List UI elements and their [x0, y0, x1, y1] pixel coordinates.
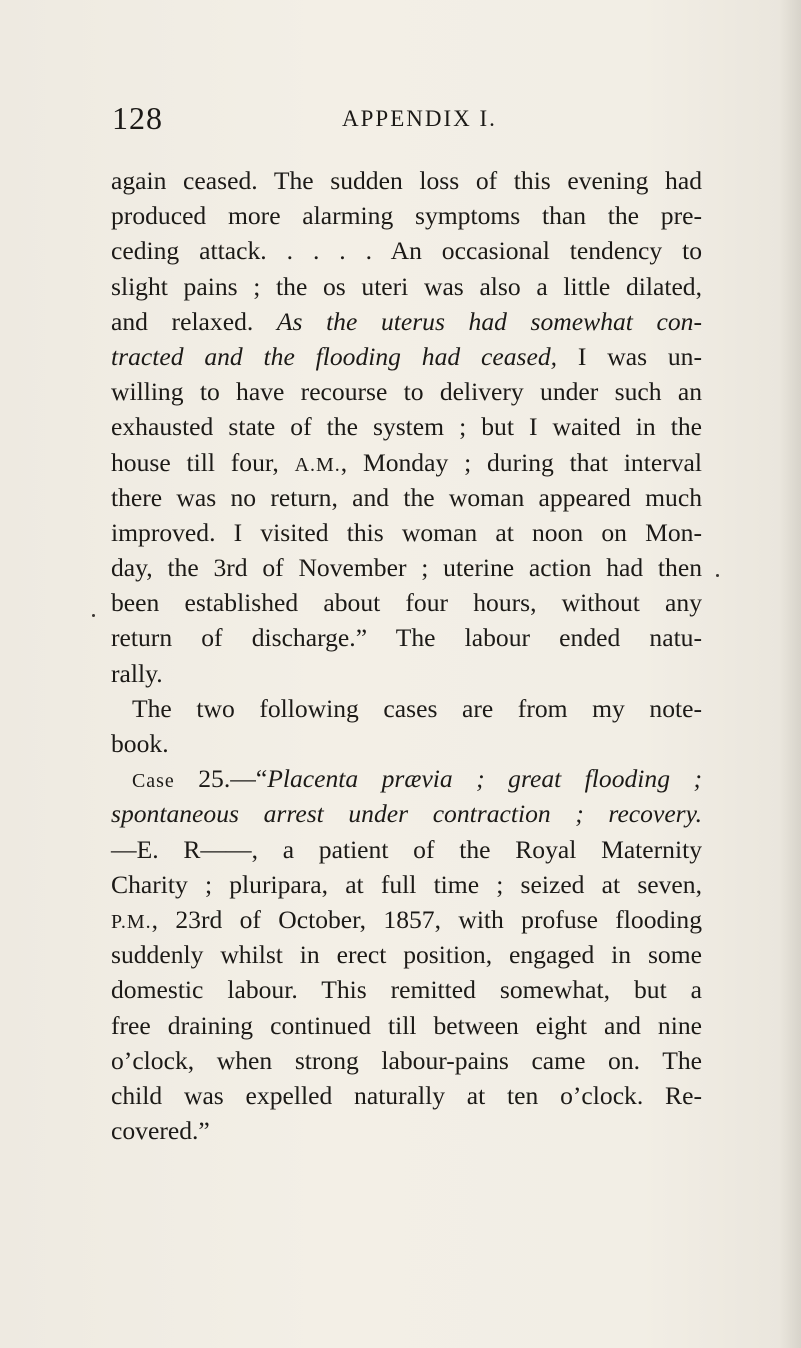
italic-text-run: tracted and the flooding had ceased,: [111, 341, 558, 371]
small-caps-run: A.M.: [294, 453, 341, 476]
running-head: [110, 100, 710, 140]
text-line: [111, 445, 702, 480]
text-line: been established about four hours, without any: [111, 588, 702, 618]
text-run: , 23rd of October, 1857, with profuse flooding: [151, 904, 702, 934]
text-line: suddenly whilst in erect position, engaged in some: [111, 940, 702, 970]
text-line: [111, 902, 702, 937]
text-line: [111, 761, 702, 796]
text-run: , Monday ; during that interval: [340, 447, 702, 477]
text-line: o’clock, when strong labour-pains came on. The: [111, 1045, 702, 1075]
page-number: 128: [112, 100, 163, 136]
text-line: [111, 304, 702, 339]
text-line: [111, 339, 702, 374]
text-line: —E. R——, a patient of the Royal Maternity: [111, 834, 702, 864]
text-line: return of discharge.” The labour ended natu-: [111, 623, 702, 653]
print-speck: [92, 614, 95, 617]
text-line: again ceased. The sudden loss of this evening had: [111, 166, 702, 195]
text-run: and relaxed.: [111, 306, 277, 336]
text-line: ceding attack. . . . . An occasional tendency to: [111, 236, 702, 266]
text-line: improved. I visited this woman at noon on Mon-: [111, 517, 702, 547]
case-label: Case: [132, 770, 175, 793]
text-line: produced more alarming symptoms than the pre-: [111, 201, 702, 231]
text-line: The two following cases are from my note-: [132, 693, 702, 723]
text-line: [111, 796, 702, 831]
italic-text-run: Placenta prævia ; great flooding ;: [267, 764, 702, 794]
text-line: child was expelled naturally at ten o’clock. Re-: [111, 1080, 702, 1110]
text-line: willing to have recourse to delivery under such an: [111, 377, 702, 407]
text-run: 25.—“: [174, 764, 268, 794]
italic-text-run: spontaneous arrest under contraction ; recovery.: [111, 799, 702, 829]
text-line: free draining continued till between eight and nine: [111, 1010, 702, 1040]
text-line: slight pains ; the os uteri was also a little dilated,: [111, 271, 702, 301]
running-title: APPENDIX I.: [342, 106, 497, 131]
body-text: [111, 163, 702, 1148]
text-line: book.: [111, 729, 169, 758]
text-run: house till four,: [111, 447, 295, 477]
text-line: day, the 3rd of November ; uterine action had then: [111, 553, 702, 583]
print-speck: [716, 574, 719, 577]
text-line: covered.”: [111, 1116, 210, 1146]
text-line: Charity ; pluripara, at full time ; seized at seven,: [111, 869, 702, 899]
page-edge-shadow: [779, 0, 801, 1348]
text-line: exhausted state of the system ; but I waited in the: [111, 412, 702, 442]
text-line: domestic labour. This remitted somewhat, but a: [111, 975, 702, 1005]
text-line: rally.: [111, 658, 163, 688]
text-line: there was no return, and the woman appeared much: [111, 482, 702, 512]
text-run: I was un-: [557, 341, 703, 371]
small-caps-run: P.M.: [111, 910, 152, 933]
italic-text-run: As the uterus had somewhat con-: [276, 306, 702, 336]
